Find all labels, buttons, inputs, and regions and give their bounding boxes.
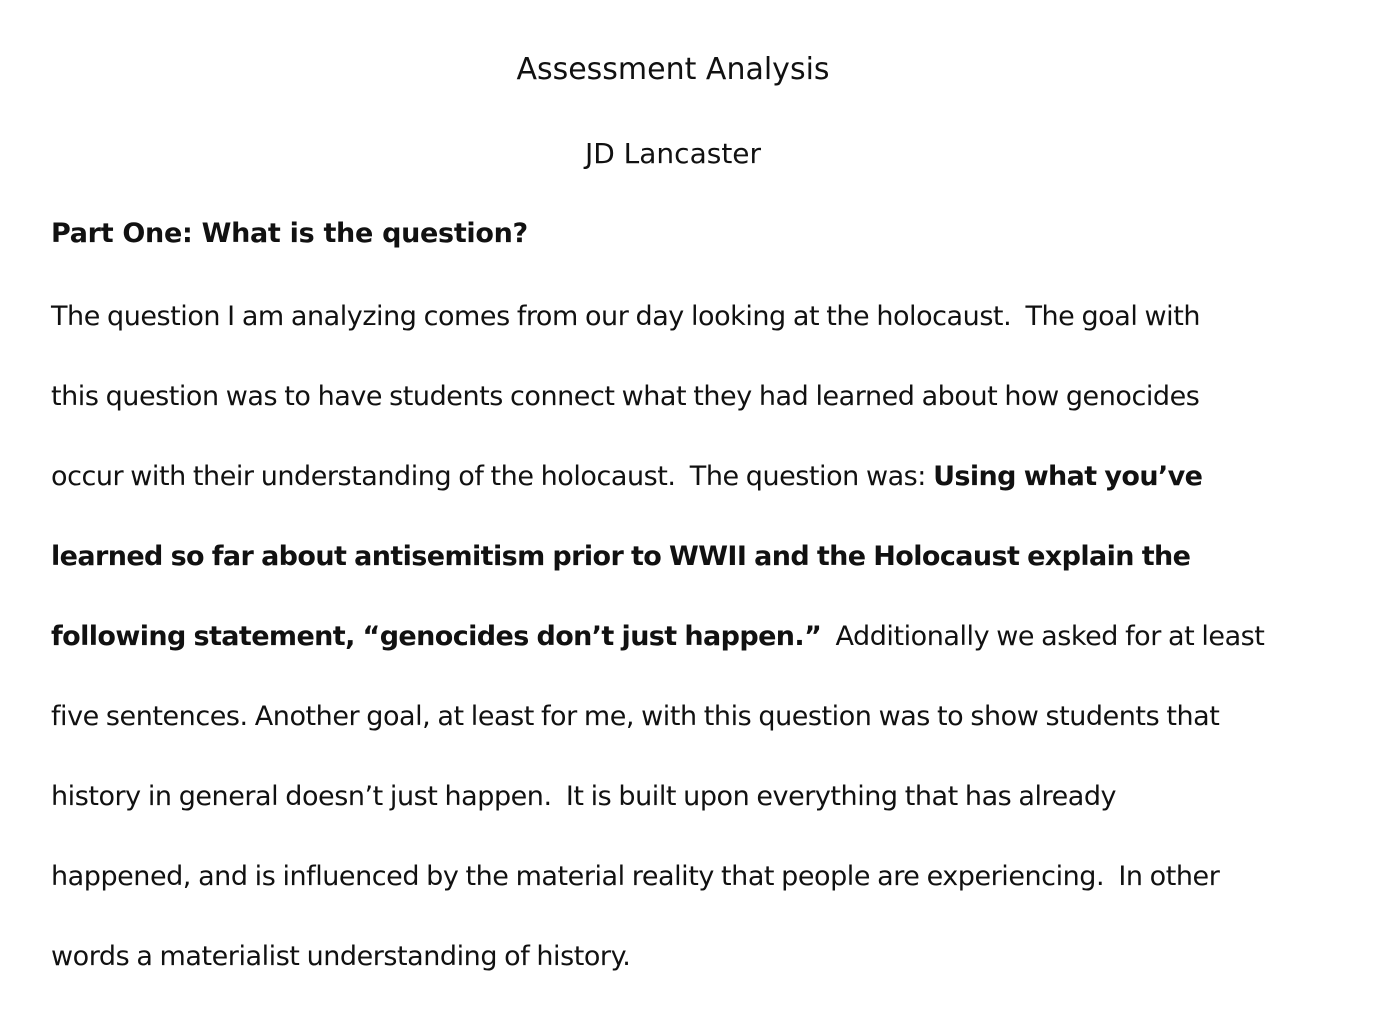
paragraph-line [51, 597, 1301, 677]
section-heading: Part One: What is the question? [51, 218, 528, 249]
bold-text-run: learned so far about antisemitism prior to WWII and the Holocaust explain the [51, 541, 1191, 572]
text-run: happened, and is influenced by the material reality that people are experiencing. In other [51, 861, 1220, 892]
paragraph-line [51, 917, 1301, 997]
bold-text-run: Using what you’ve [933, 461, 1203, 492]
text-run: occur with their understanding of the holocaust. The question was: [51, 461, 934, 492]
text-run: five sentences. Another goal, at least for me, with this question was to show students that [51, 701, 1220, 732]
paragraph-line [51, 757, 1301, 837]
paragraph-line [51, 357, 1301, 437]
paragraph-line [51, 437, 1301, 517]
document-title: Assessment Analysis [516, 52, 830, 87]
paragraph-line [51, 677, 1301, 757]
text-run: The question I am analyzing comes from our day looking at the holocaust. The goal with [51, 301, 1200, 332]
document-author: JD Lancaster [584, 137, 762, 170]
text-run: history in general doesn’t just happen. It is built upon everything that has already [51, 781, 1117, 812]
body-paragraph [51, 277, 1301, 997]
paragraph-line [51, 277, 1301, 357]
bold-text-run: following statement, “genocides don’t just happen.” [51, 621, 822, 652]
text-run: this question was to have students connect what they had learned about how genocides [51, 381, 1200, 412]
paragraph-line [51, 837, 1301, 917]
paragraph-line [51, 517, 1301, 597]
text-run: Additionally we asked for at least [821, 621, 1265, 652]
text-run: words a materialist understanding of history. [51, 941, 631, 972]
